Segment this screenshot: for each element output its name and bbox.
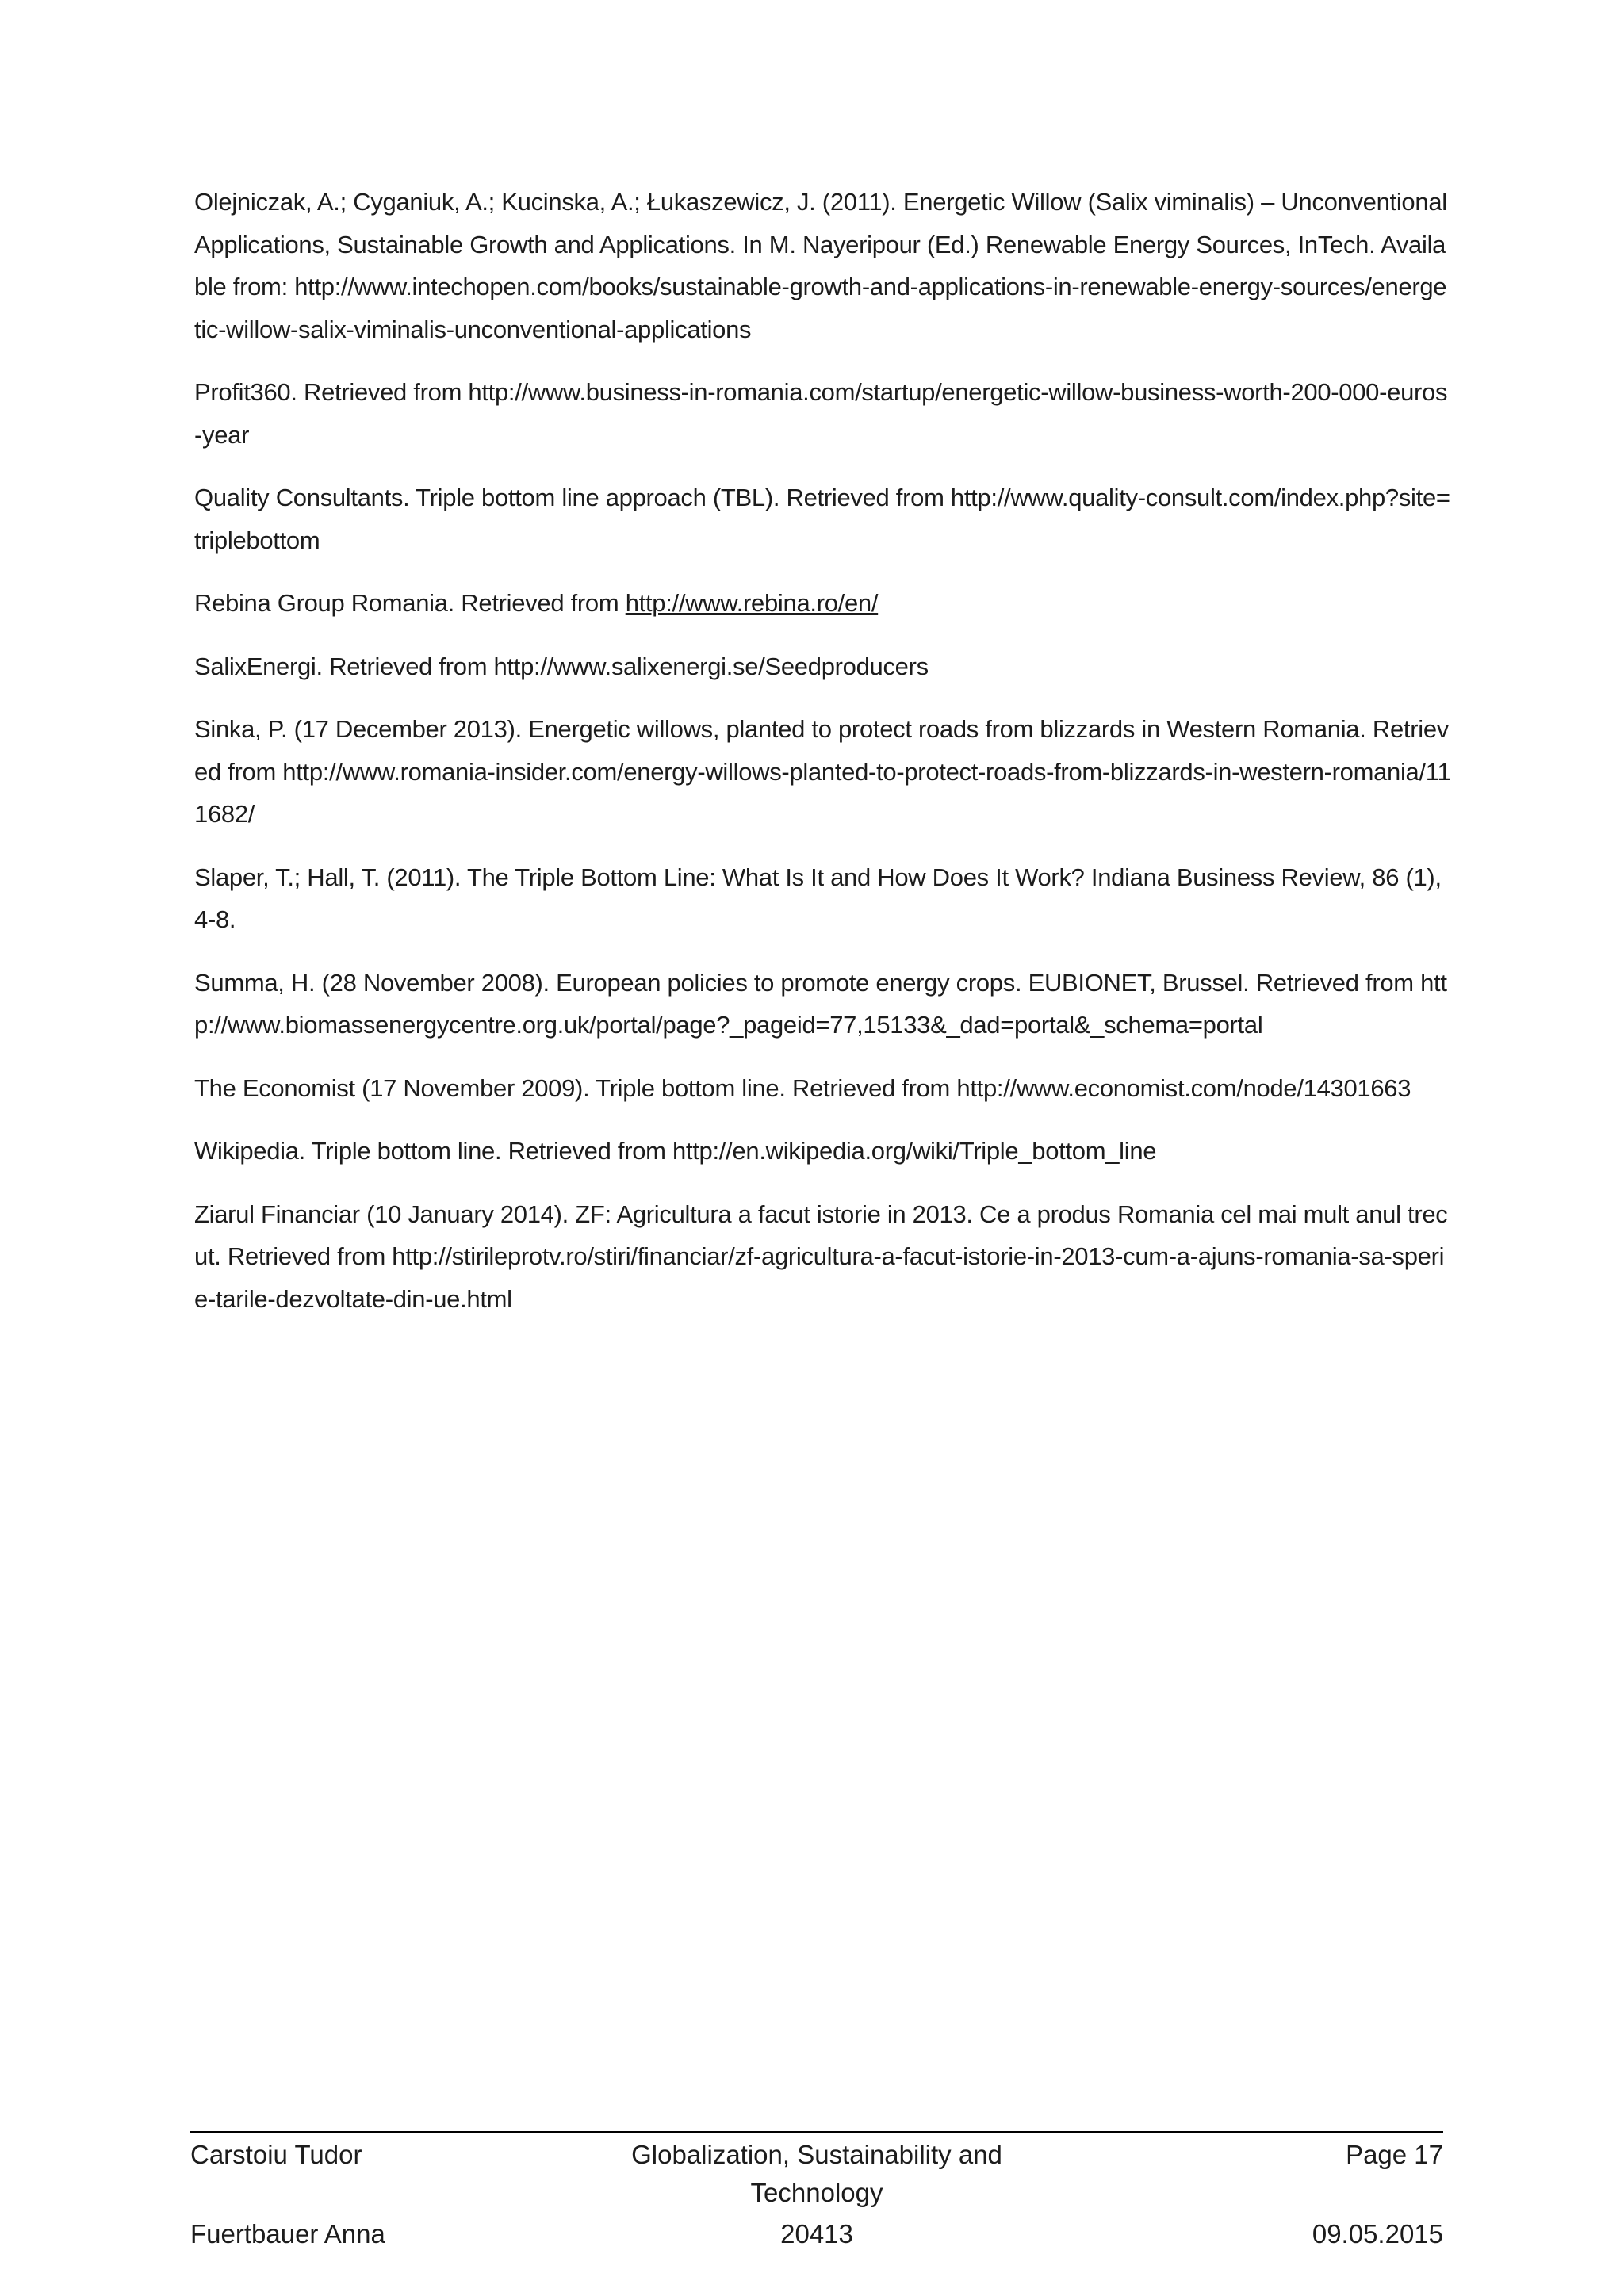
footer-row-1 — [190, 2136, 1443, 2212]
page-footer — [190, 2131, 1443, 2253]
reference-item: Quality Consultants. Triple bottom line approach (TBL). Retrieved from http://www.quality-consult.com/index.php?site=triplebottom — [194, 484, 1450, 554]
footer-page-number: Page 17 — [1346, 2140, 1444, 2169]
footer-date: 09.05.2015 — [1312, 2219, 1444, 2248]
reference-item: Wikipedia. Triple bottom line. Retrieved from http://en.wikipedia.org/wiki/Triple_bottom_line — [194, 1137, 1157, 1165]
rebina-link[interactable]: http://www.rebina.ro/en/ — [625, 589, 879, 617]
reference-list — [194, 181, 1451, 1341]
reference-item: Summa, H. (28 November 2008). European policies to promote energy crops. EUBIONET, Brussel. Retrieved from http://www.biomassenergycentre.org.uk/portal/page?_pageid=77,15133&_dad=portal&_schema=portal — [194, 968, 1447, 1039]
reference-item: Slaper, T.; Hall, T. (2011). The Triple Bottom Line: What Is It and How Does It Work? Indiana Business Review, 86 (1), 4-8. — [194, 863, 1442, 933]
footer-row-2 — [190, 2215, 1443, 2253]
footer-course-title: Globalization, Sustainability and Technology — [631, 2140, 1002, 2207]
reference-item: Ziarul Financiar (10 January 2014). ZF: Agricultura a facut istorie in 2013. Ce a produs Romania cel mai mult anul trecut. Retrieved from http://stirileprotv.ro/stiri/financiar/zf-agricultura-a-facut-istorie-in-2013-cum-a-ajuns-romania-sa-sperie-tarile-dezvoltate-din-ue.html — [194, 1200, 1448, 1313]
reference-item: SalixEnergi. Retrieved from http://www.salixenergi.se/Seedproducers — [194, 652, 929, 680]
reference-item: Sinka, P. (17 December 2013). Energetic willows, planted to protect roads from blizzards in Western Romania. Retrieved from http://www.romania-insider.com/energy-willows-planted-to-protect-roads-from-blizzards-in-western-romania/111682/ — [194, 715, 1451, 828]
reference-item: Profit360. Retrieved from http://www.business-in-romania.com/startup/energetic-willow-business-worth-200-000-euros-year — [194, 378, 1448, 449]
footer-course-code: 20413 — [780, 2219, 853, 2248]
footer-author-2: Fuertbauer Anna — [190, 2219, 385, 2248]
reference-item: The Economist (17 November 2009). Triple bottom line. Retrieved from http://www.economist.com/node/14301663 — [194, 1073, 1411, 1102]
footer-author-1: Carstoiu Tudor — [190, 2140, 362, 2169]
reference-item: Olejniczak, A.; Cyganiuk, A.; Kucinska, A.; Łukaszewicz, J. (2011). Energetic Willow (Salix viminalis) – Unconventional Applications, Sustainable Growth and Applications. In M. Nayeripour (Ed.) Renewable Energy Sources, InTech. Available from: http://www.intechopen.com/books/sustainable-growth-and-applications-in-renewable-energy-sources/energetic-willow-salix-viminalis-unconventional-applications — [194, 188, 1447, 343]
reference-item: Rebina Group Romania. Retrieved from http://www.rebina.ro/en/ — [194, 589, 879, 617]
